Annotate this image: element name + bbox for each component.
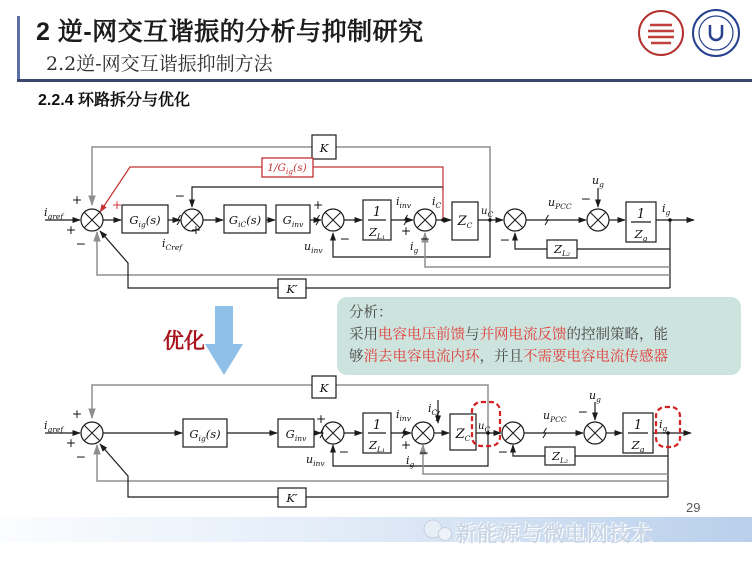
university-emblem-logo <box>693 10 739 56</box>
svg-text:ZC: $Z_C$ <box>455 427 471 443</box>
signal-uinv: $u_{inv}$ <box>304 240 323 255</box>
sum-junction <box>504 209 526 231</box>
minus-sign: − <box>577 404 589 419</box>
plus-sign-red: + <box>111 197 123 212</box>
block-ZL2 <box>545 447 575 465</box>
signal-upcc: $u_{PCC}$ <box>548 196 572 211</box>
page-subtitle: 2.2逆-网交互谐振抑制方法 <box>46 53 273 75</box>
minus-sign: − <box>339 231 351 246</box>
svg-text:ZL₁: $Z_{L_1}$ <box>369 225 385 241</box>
plus-sign: + <box>71 406 83 421</box>
block-ZL2 <box>547 240 577 258</box>
sum-junction <box>502 422 524 444</box>
minus-sign: − <box>338 444 350 459</box>
plus-sign: + <box>315 411 327 426</box>
top-block-diagram <box>44 135 694 298</box>
svg-text:ZL₂: $Z_{L_2}$ <box>552 449 568 465</box>
signal-icref: $i_{Cref}$ <box>162 237 183 252</box>
red-seal-logo <box>639 11 683 55</box>
sum-junction <box>587 209 609 231</box>
svg-text:K′: K′ <box>286 491 298 505</box>
svg-text:GiC(s): $G_{iC}(s)$ <box>228 213 262 229</box>
block-Gig <box>183 419 227 447</box>
sum-junction <box>584 422 606 444</box>
signal-ic: $i_C$ <box>428 402 438 417</box>
block-1-over-ZL1 <box>363 413 391 454</box>
minus-sign: − <box>499 232 511 247</box>
svg-text:1: 1 <box>636 207 646 222</box>
plus-sign: + <box>400 223 412 238</box>
sum-junction <box>412 422 434 444</box>
svg-text:K′: K′ <box>286 282 298 296</box>
svg-text:K: K <box>319 381 329 395</box>
page-title: 2 逆-网交互谐振的分析与抑制研究 <box>36 18 424 46</box>
block-K-prime <box>278 488 306 507</box>
minus-sign: − <box>174 188 186 203</box>
signal-uinv: $u_{inv}$ <box>306 453 325 468</box>
signal-iinv: $i_{inv}$ <box>396 408 411 423</box>
analysis-heading: 分析： <box>349 305 393 321</box>
plus-sign: + <box>65 435 77 450</box>
down-arrow <box>205 306 243 375</box>
sum-junction <box>322 209 344 231</box>
block-inverse-Gig <box>262 158 313 177</box>
block-Ginv <box>278 419 314 447</box>
svg-text:ZL₂: $Z_{L_2}$ <box>554 242 570 258</box>
svg-text:Ginv: $G_{inv}$ <box>285 427 307 443</box>
watermark-text: 新能源与微电网技术 <box>455 523 653 546</box>
plus-sign: + <box>400 437 412 452</box>
signal-uc: $u_C$ <box>478 421 491 434</box>
signal-ig-output: $i_g$ <box>659 418 668 433</box>
svg-text:1: 1 <box>633 418 643 433</box>
signal-ic: $i_C$ <box>432 195 442 210</box>
block-ZC <box>452 202 478 240</box>
block-Gig <box>122 205 168 233</box>
plus-sign: + <box>312 197 324 212</box>
section-heading: 2.2.4 环路拆分与优化 <box>38 92 191 109</box>
svg-text:K: K <box>319 141 329 155</box>
signal-upcc: $u_{PCC}$ <box>543 409 567 424</box>
signal-ug: $u_g$ <box>589 389 601 404</box>
svg-text:ZC: $Z_C$ <box>457 214 473 230</box>
analysis-line1: 采用电容电压前馈与并网电流反馈的控制策略，能 <box>349 327 668 344</box>
page-number: 29 <box>686 500 701 515</box>
minus-sign: − <box>580 191 592 206</box>
optimize-label: 优化 <box>163 330 205 353</box>
sum-junction <box>81 422 103 444</box>
block-1-over-Zg <box>623 413 653 454</box>
analysis-box <box>337 297 741 375</box>
sum-junction <box>414 209 436 231</box>
plus-sign: + <box>65 222 77 237</box>
signal-ig-output: $i_g$ <box>662 202 671 217</box>
plus-sign: + <box>190 222 202 237</box>
block-K-prime <box>278 279 306 298</box>
svg-text:1: 1 <box>372 418 382 433</box>
svg-text:Zg: $Z_g$ <box>631 438 645 454</box>
block-1-over-ZL1 <box>363 200 391 241</box>
signal-igref: $i_{gref}$ <box>44 419 64 434</box>
minus-sign: − <box>418 445 430 460</box>
signal-igref: $i_{gref}$ <box>44 206 64 221</box>
minus-sign: − <box>419 231 431 246</box>
sum-junction <box>81 209 103 231</box>
block-K <box>312 135 336 159</box>
minus-sign: − <box>497 444 509 459</box>
svg-text:Gig(s): $G_{ig}(s)$ <box>189 427 221 443</box>
svg-text:1/Gig(s): $1/G_{ig}(s)$ <box>267 162 307 176</box>
block-GiC <box>224 205 266 233</box>
watermark-logo-icon <box>420 519 454 543</box>
svg-text:Gig(s): $G_{ig}(s)$ <box>129 213 161 229</box>
svg-text:Ginv: $G_{inv}$ <box>282 213 304 229</box>
svg-text:Zg: $Z_g$ <box>634 227 648 243</box>
minus-sign: − <box>75 449 87 464</box>
bottom-block-diagram <box>44 376 691 507</box>
signal-ig-feedback: $i_g$ <box>406 454 415 469</box>
signal-iinv: $i_{inv}$ <box>396 195 411 210</box>
signal-ug: $u_g$ <box>592 174 604 189</box>
block-Ginv <box>276 205 310 233</box>
signal-ig-feedback: $i_g$ <box>410 240 419 255</box>
analysis-line2: 够消去电容电流内环，并且不需要电容电流传感器 <box>349 349 668 366</box>
svg-text:1: 1 <box>372 205 382 220</box>
plus-sign: + <box>71 192 83 207</box>
block-1-over-Zg <box>626 202 656 243</box>
block-K <box>312 376 336 398</box>
signal-uc: $u_C$ <box>481 206 494 219</box>
minus-sign: − <box>75 236 87 251</box>
svg-text:ZL₁: $Z_{L_1}$ <box>369 438 385 454</box>
